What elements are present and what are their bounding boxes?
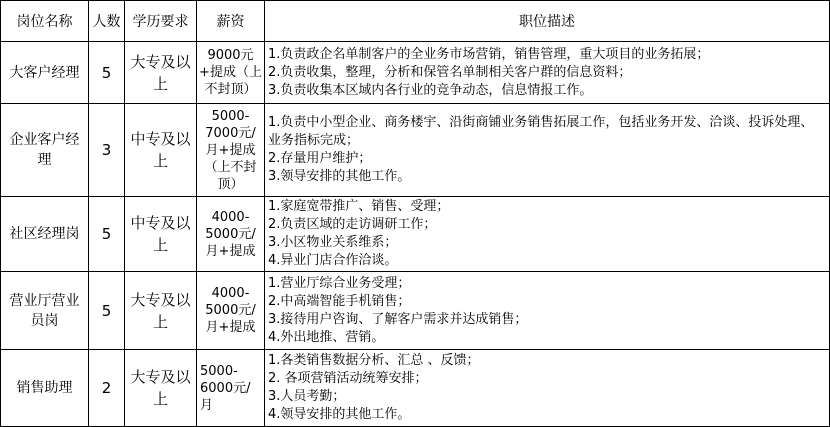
header-salary: 薪资 (197, 1, 265, 42)
description-line: 2.存量用户维护； (268, 151, 372, 166)
description-line: 2.中高端智能手机销售； (268, 293, 411, 309)
position-education: 大专及以上 (125, 272, 197, 350)
position-salary: 5000-7000元/月+提成（上不封顶） (197, 104, 265, 197)
position-description (265, 42, 830, 104)
position-salary: 5000-6000元/月 (197, 350, 265, 427)
position-description (265, 272, 830, 350)
description-line: 3.负责收集本区域内各行业的竞争动态，信息情报工作。 (268, 82, 593, 98)
position-salary: 4000-5000元/月+提成 (197, 272, 265, 350)
position-count: 3 (89, 104, 125, 197)
position-salary: 9000元+提成（上不封顶） (197, 42, 265, 104)
header-education: 学历要求 (125, 1, 197, 42)
table-row (1, 272, 830, 350)
position-name: 销售助理 (1, 350, 89, 427)
position-description (265, 197, 830, 272)
description-line: 2.负责收集，整理，分析和保管名单制相关客户群的信息资料； (268, 64, 632, 80)
description-line: 4.外出地推、营销。 (268, 329, 385, 345)
position-education: 中专及以上 (125, 197, 197, 272)
position-name: 企业客户经理 (1, 104, 89, 197)
position-description (265, 104, 830, 197)
description-line: 3.接待用户咨询、了解客户需求并达成销售； (268, 311, 528, 327)
description-line: 3.人员考勤； (268, 389, 346, 404)
position-salary: 4000-5000元/月+提成 (197, 197, 265, 272)
position-count: 2 (89, 350, 125, 427)
position-name: 大客户经理 (1, 42, 89, 104)
position-education: 中专及以上 (125, 104, 197, 197)
position-education: 大专及以上 (125, 42, 197, 104)
description-line: 3.小区物业关系维系； (268, 235, 398, 250)
table-row (1, 197, 830, 272)
description-line: 4.异业门店合作洽谈。 (268, 253, 398, 268)
table-row (1, 42, 830, 104)
description-line: 2. 各项营销活动统筹安排； (268, 371, 428, 386)
header-description: 职位描述 (265, 1, 830, 42)
description-line: 1.营业厅综合业务受理； (268, 275, 411, 291)
table-row (1, 350, 830, 427)
header-count: 人数 (89, 1, 125, 42)
table-row (1, 104, 830, 197)
position-education: 大专及以上 (125, 350, 197, 427)
description-line: 2.负责区域的走访调研工作； (268, 217, 437, 232)
position-name: 社区经理岗 (1, 197, 89, 272)
position-count: 5 (89, 272, 125, 350)
description-line: 1.负责政企名单制客户的全业务市场营销，销售管理，重大项目的业务拓展； (268, 46, 710, 62)
header-position-name: 岗位名称 (1, 1, 89, 42)
position-name: 营业厅营业员岗 (1, 272, 89, 350)
description-line: 3.领导安排的其他工作。 (268, 169, 411, 184)
table-header-row (1, 1, 830, 42)
position-count: 5 (89, 197, 125, 272)
position-count: 5 (89, 42, 125, 104)
description-line: 4.领导安排的其他工作。 (268, 407, 411, 422)
description-line: 1.负责中小型企业、商务楼宇、沿街商铺业务销售拓展工作，包括业务开发、洽谈、投诉处理、业务指标完成； (268, 115, 814, 148)
position-description (265, 350, 830, 427)
description-line: 1.各类销售数据分析、汇总 、反馈； (268, 353, 480, 368)
description-line: 1.家庭宽带推广、销售、受理； (268, 199, 450, 214)
